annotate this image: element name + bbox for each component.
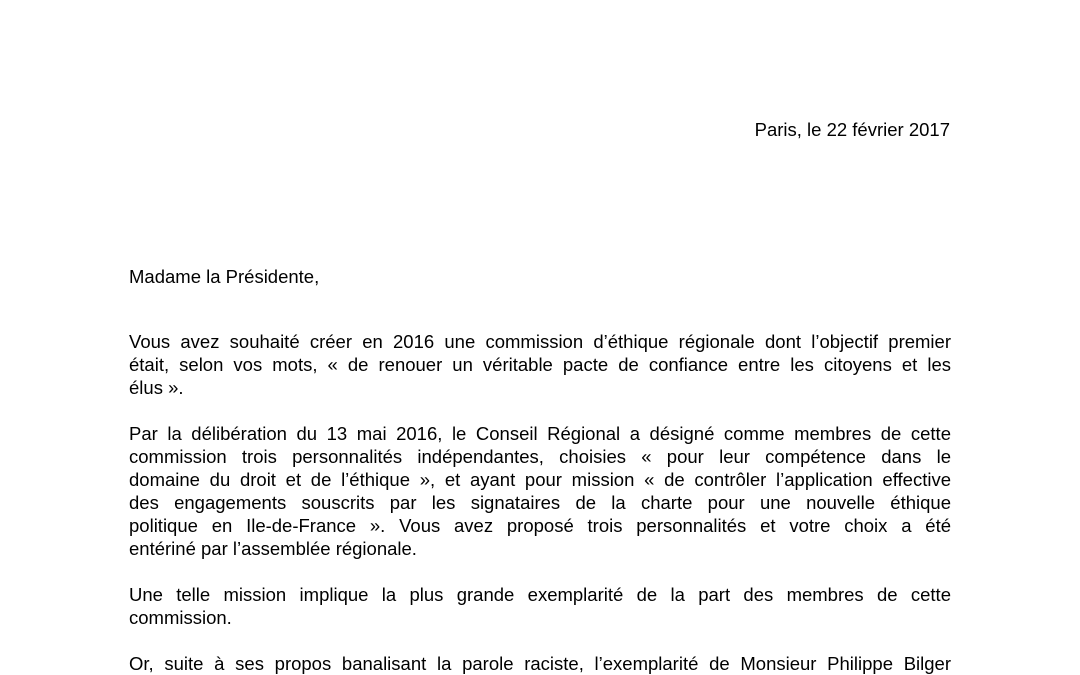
letter-body (129, 330, 951, 675)
text-line: commission trois personnalités indépendantes, choisies « pour leur compétence dans le (129, 446, 951, 467)
text-line: Par la délibération du 13 mai 2016, le Conseil Régional a désigné comme membres de cette (129, 423, 951, 444)
text-line: commission. (129, 607, 232, 628)
text-line: Une telle mission implique la plus grande exemplarité de la part des membres de cette (129, 584, 951, 605)
paragraph-deliberation (129, 422, 951, 560)
text-line: domaine du droit et de l’éthique », et ayant pour mission « de contrôler l’application effective (129, 469, 951, 490)
letter-salutation: Madame la Présidente, (129, 266, 320, 287)
text-line: entériné par l’assemblée régionale. (129, 538, 417, 559)
paragraph-exemplarity (129, 583, 951, 629)
text-line: Or, suite à ses propos banalisant la parole raciste, l’exemplarité de Monsieur Philippe Bilger (129, 653, 951, 674)
paragraph-bilger (129, 652, 951, 675)
text-line: élus ». (129, 377, 184, 398)
text-line: politique en Ile-de-France ». Vous avez proposé trois personnalités et votre choix a été (129, 515, 951, 536)
letter-date: Paris, le 22 février 2017 (754, 119, 950, 140)
text-line: était, selon vos mots, « de renouer un véritable pacte de confiance entre les citoyens et les (129, 354, 951, 375)
paragraph-commission-creation (129, 330, 951, 399)
text-line: Vous avez souhaité créer en 2016 une commission d’éthique régionale dont l’objectif premier (129, 331, 951, 352)
text-line: des engagements souscrits par les signataires de la charte pour une nouvelle éthique (129, 492, 951, 513)
